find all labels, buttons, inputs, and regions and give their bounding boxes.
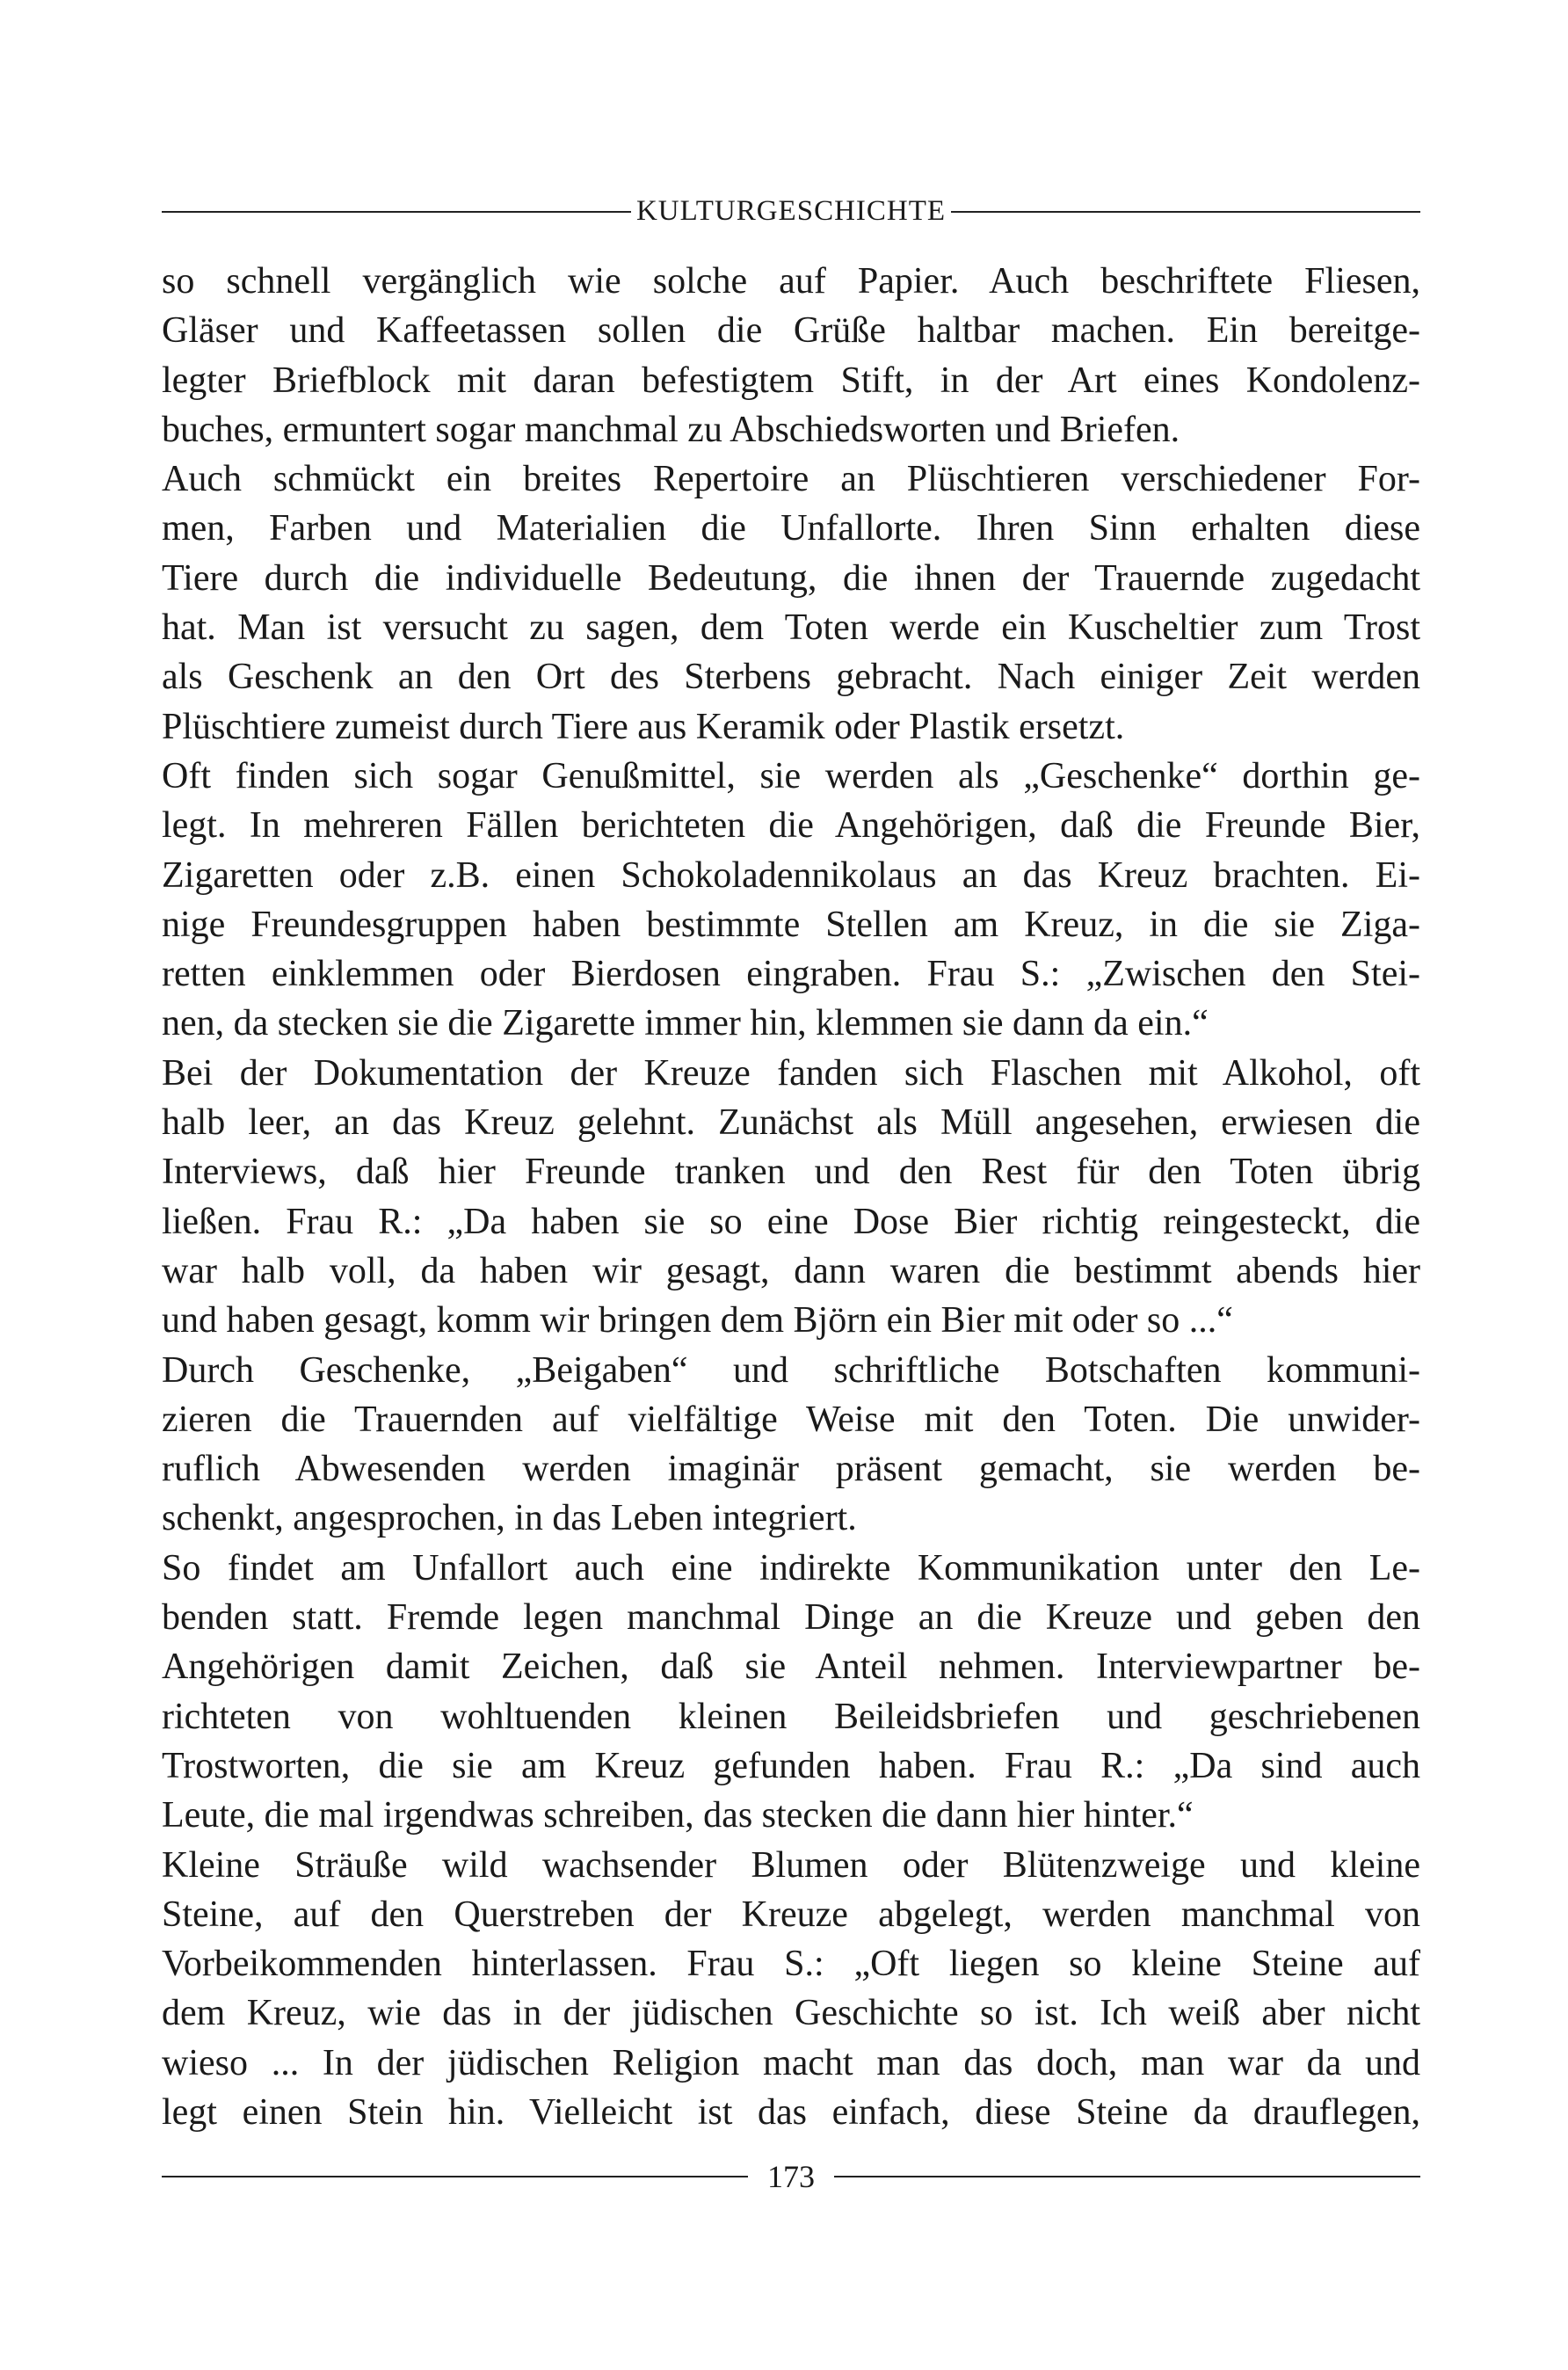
text-line: Interviews, daß hier Freunde tranken und den Rest für den Toten übrig xyxy=(162,1152,1420,1193)
text-line: Trostworten, die sie am Kreuz gefunden haben. Frau R.: „Da sind auch xyxy=(162,1745,1420,1786)
text-line: Plüschtiere zumeist durch Tiere aus Keramik oder Plastik ersetzt. xyxy=(162,706,1125,747)
text-line: buches, ermuntert sogar manchmal zu Abschiedsworten und Briefen. xyxy=(162,409,1180,450)
header-rule-left xyxy=(162,211,631,213)
text-line: Gläser und Kaffeetassen sollen die Grüße haltbar machen. Ein bereitge- xyxy=(162,310,1420,352)
header-rule-right xyxy=(951,211,1420,213)
text-line: Vorbeikommenden hinterlassen. Frau S.: „Oft liegen so kleine Steine auf xyxy=(162,1944,1420,1985)
text-line: So findet am Unfallort auch eine indirekte Kommunikation unter den Le- xyxy=(162,1547,1420,1588)
text-line: zieren die Trauernden auf vielfältige Weise mit den Toten. Die unwider- xyxy=(162,1399,1420,1440)
text-line: Auch schmückt ein breites Repertoire an Plüschtieren verschiedener For- xyxy=(162,459,1420,500)
text-line: halb leer, an das Kreuz gelehnt. Zunächst als Müll angesehen, erwiesen die xyxy=(162,1102,1420,1144)
text-line: Durch Geschenke, „Beigaben“ und schriftliche Botschaften kommuni- xyxy=(162,1349,1420,1391)
text-line: nige Freundesgruppen haben bestimmte Stellen am Kreuz, in die sie Ziga- xyxy=(162,904,1420,945)
text-line: ließen. Frau R.: „Da haben sie so eine Dose Bier richtig reingesteckt, die xyxy=(162,1201,1420,1242)
text-line: als Geschenk an den Ort des Sterbens gebracht. Nach einiger Zeit werden xyxy=(162,657,1420,698)
text-line: Tiere durch die individuelle Bedeutung, die ihnen der Trauernde zugedacht xyxy=(162,557,1420,599)
page-number: 173 xyxy=(767,2159,815,2194)
text-line: legter Briefblock mit daran befestigtem Stift, in der Art eines Kondolenz- xyxy=(162,360,1420,401)
footer-rule-left xyxy=(162,2176,748,2177)
text-line: Oft finden sich sogar Genußmittel, sie werden als „Geschenke“ dorthin ge- xyxy=(162,755,1420,796)
text-line: nen, da stecken sie die Zigarette immer hin, klemmen sie dann da ein.“ xyxy=(162,1003,1209,1044)
body-text xyxy=(162,257,1420,2137)
text-line: dem Kreuz, wie das in der jüdischen Geschichte so ist. Ich weiß aber nicht xyxy=(162,1993,1420,2034)
text-line: richteten von wohltuenden kleinen Beileidsbriefen und geschriebenen xyxy=(162,1696,1420,1737)
text-line: so schnell vergänglich wie solche auf Papier. Auch beschriftete Fliesen, xyxy=(162,261,1420,302)
text-line: hat. Man ist versucht zu sagen, dem Toten werde ein Kuscheltier zum Trost xyxy=(162,607,1420,649)
text-line: wieso ... In der jüdischen Religion macht man das doch, man war da und xyxy=(162,2042,1420,2083)
text-line: Kleine Sträuße wild wachsender Blumen oder Blütenzweige und kleine xyxy=(162,1844,1420,1886)
text-line: Steine, auf den Querstreben der Kreuze abgelegt, werden manchmal von xyxy=(162,1894,1420,1935)
text-line: und haben gesagt, komm wir bringen dem Björn ein Bier mit oder so ...“ xyxy=(162,1300,1233,1341)
text-line: war halb voll, da haben wir gesagt, dann waren die bestimmt abends hier xyxy=(162,1250,1420,1291)
text-line: ruflich Abwesenden werden imaginär präsent gemacht, sie werden be- xyxy=(162,1449,1420,1490)
section-title: KULTURGESCHICHTE xyxy=(635,195,947,227)
text-line: Zigaretten oder z.B. einen Schokoladennikolaus an das Kreuz brachten. Ei- xyxy=(162,854,1420,896)
footer-rule-right xyxy=(834,2176,1420,2177)
text-line: benden statt. Fremde legen manchmal Dinge an die Kreuze und geben den xyxy=(162,1597,1420,1639)
page-footer xyxy=(162,2158,1420,2195)
text-line: Angehörigen damit Zeichen, daß sie Anteil nehmen. Interviewpartner be- xyxy=(162,1647,1420,1688)
text-line: legt. In mehreren Fällen berichteten die Angehörigen, daß die Freunde Bier, xyxy=(162,805,1420,847)
text-line: Bei der Dokumentation der Kreuze fanden sich Flaschen mit Alkohol, oft xyxy=(162,1052,1420,1094)
running-header xyxy=(162,195,1420,228)
text-line: schenkt, angesprochen, in das Leben integriert. xyxy=(162,1498,857,1539)
text-line: retten einklemmen oder Bierdosen eingraben. Frau S.: „Zwischen den Stei- xyxy=(162,954,1420,995)
text-line: legt einen Stein hin. Vielleicht ist das einfach, diese Steine da drauflegen, xyxy=(162,2091,1420,2133)
text-line: Leute, die mal irgendwas schreiben, das stecken die dann hier hinter.“ xyxy=(162,1795,1194,1836)
text-line: men, Farben und Materialien die Unfallorte. Ihren Sinn erhalten diese xyxy=(162,508,1420,549)
